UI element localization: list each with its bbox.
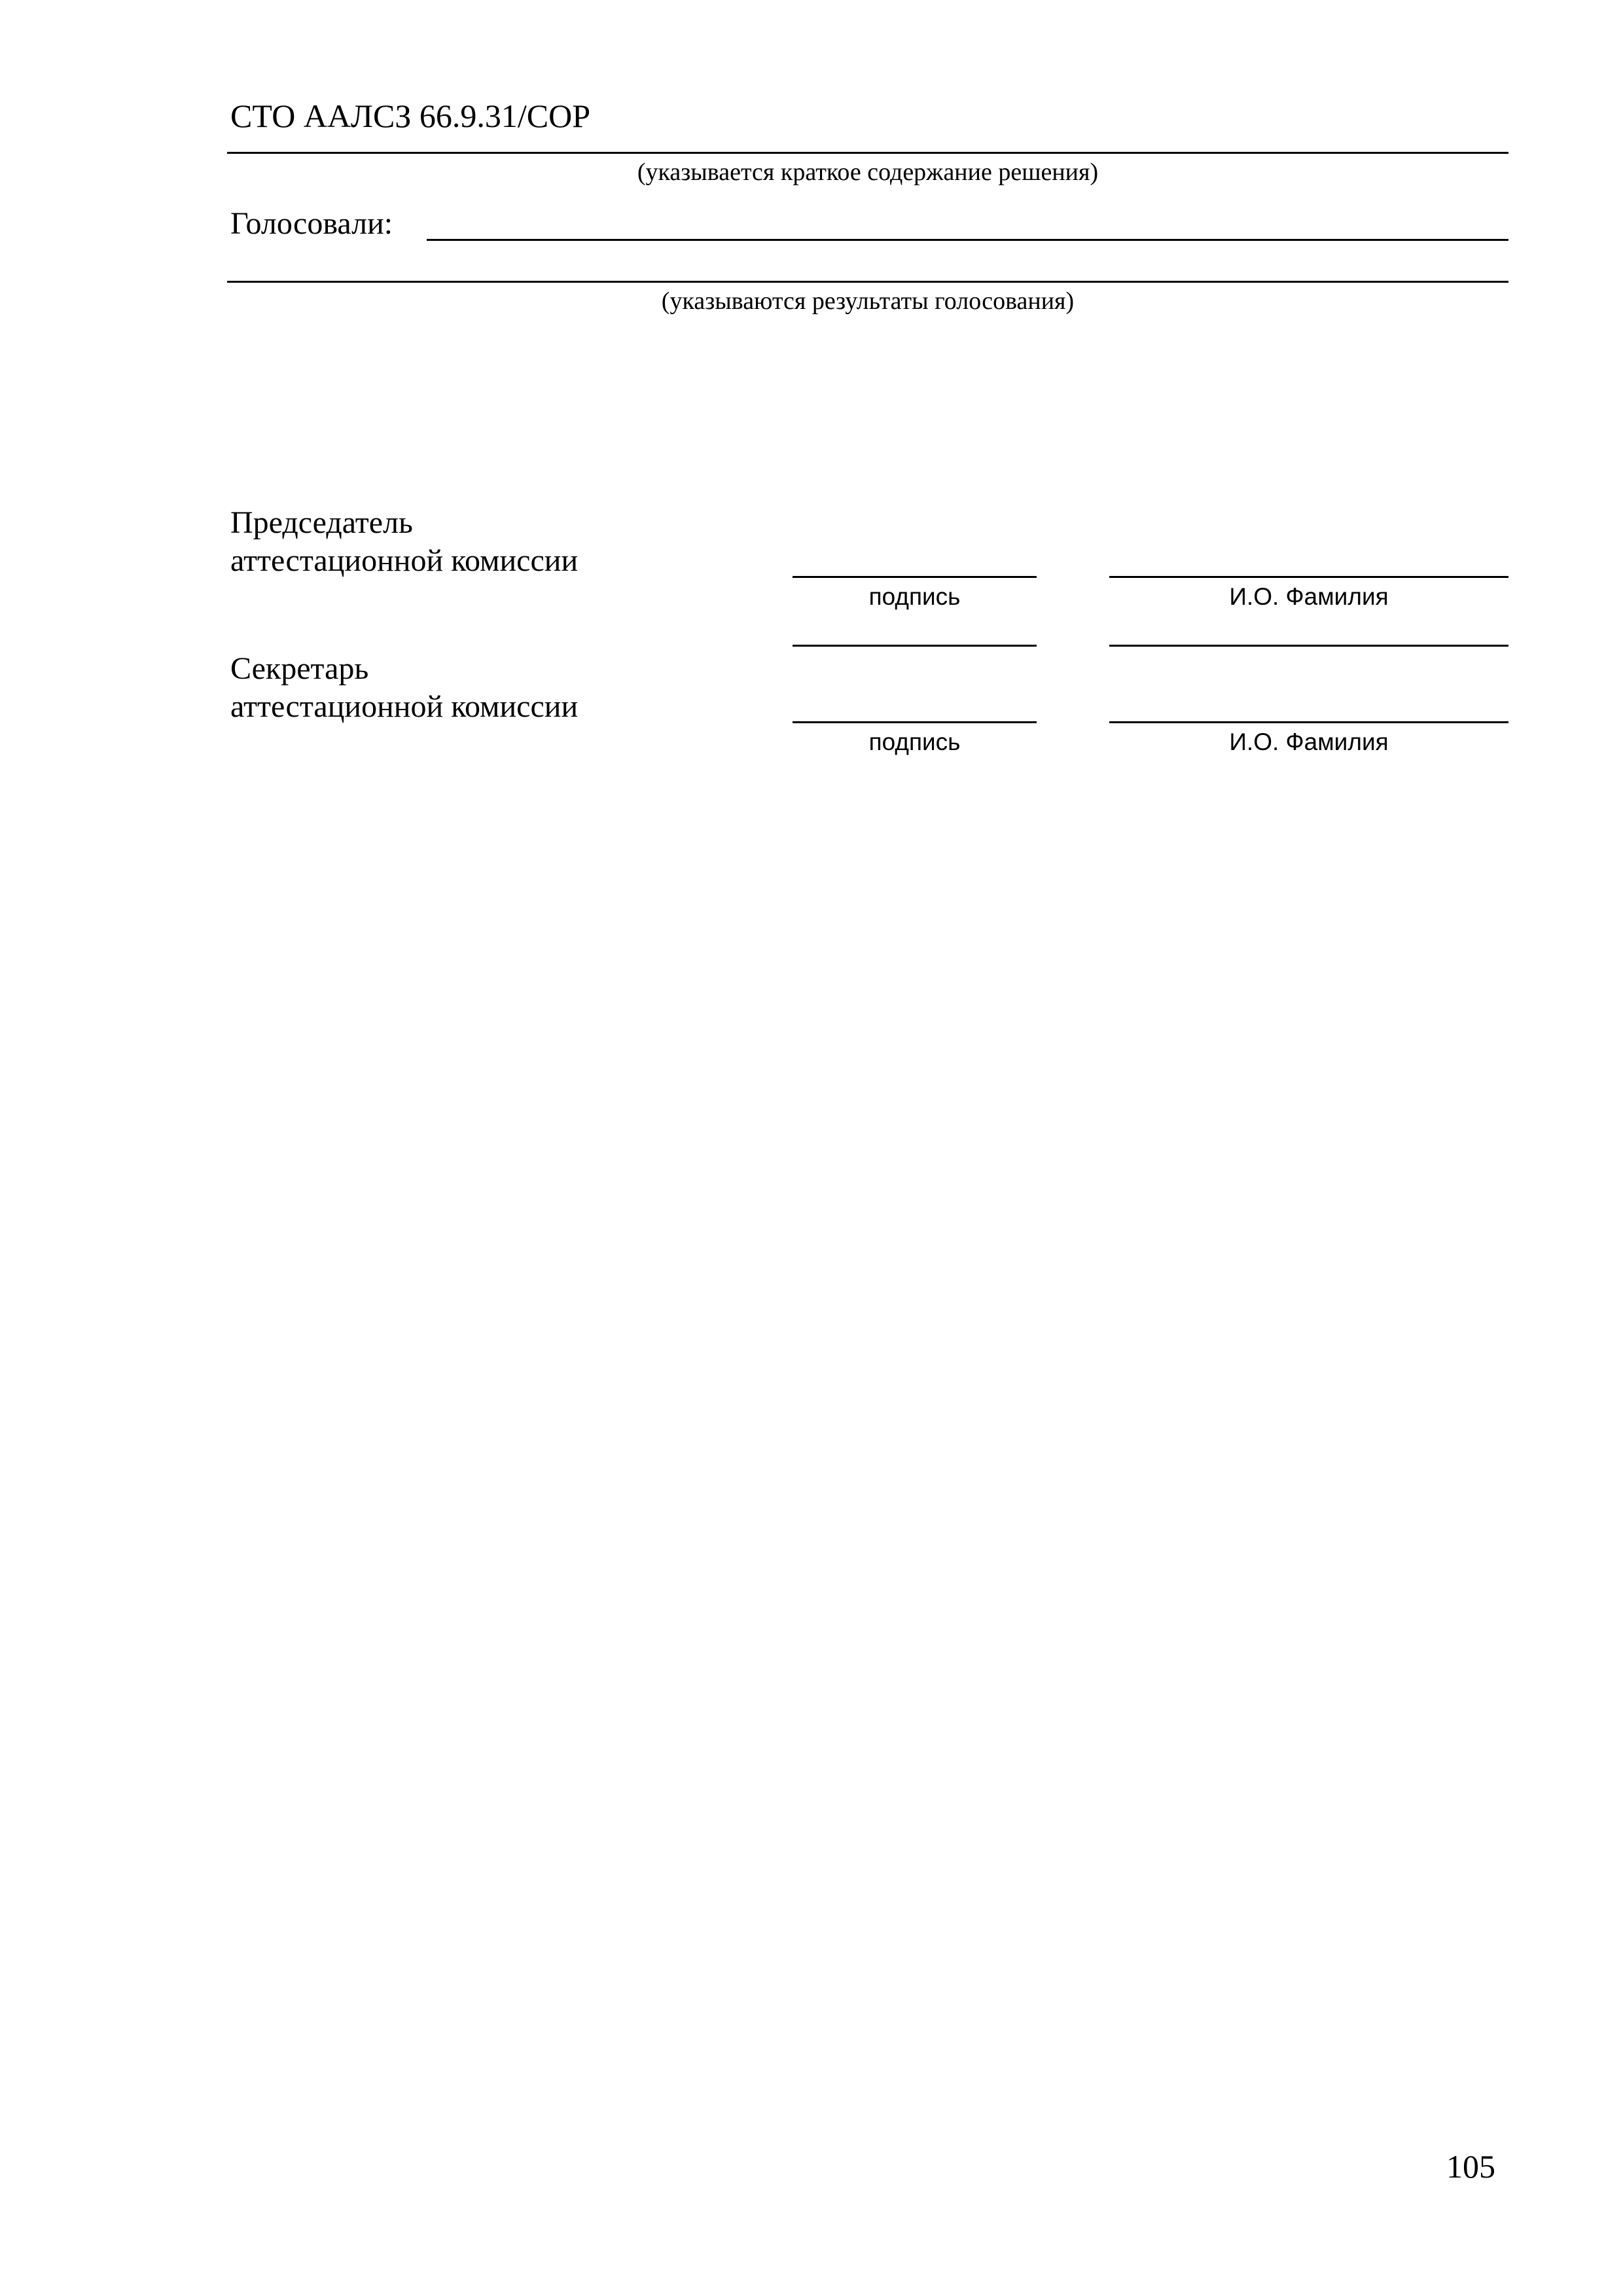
- secretary-signature-line[interactable]: [793, 721, 1037, 723]
- extra-signature-line[interactable]: [793, 645, 1037, 647]
- chairman-title-line1: Председатель: [230, 505, 413, 540]
- secretary-title-line1: Секретарь: [230, 651, 369, 686]
- secretary-name-line[interactable]: [1109, 721, 1508, 723]
- decision-field-line: [227, 152, 1508, 154]
- chairman-signature-caption: подпись: [868, 583, 961, 610]
- decision-caption: (указывается краткое содержание решения): [637, 158, 1099, 186]
- chairman-name-line[interactable]: [1109, 576, 1508, 578]
- chairman-signature-line[interactable]: [793, 576, 1037, 578]
- chairman-title-line2: аттестационной комиссии: [230, 543, 579, 578]
- voting-field-line[interactable]: [427, 239, 1508, 241]
- secretary-name-caption: И.О. Фамилия: [1229, 728, 1389, 755]
- voting-label: Голосовали:: [230, 206, 393, 241]
- page-number: 105: [1446, 2148, 1495, 2185]
- secretary-title-line2: аттестационной комиссии: [230, 689, 579, 724]
- document-code: СТО ААЛСЗ 66.9.31/СОР: [230, 98, 591, 134]
- voting-caption: (указываются результаты голосования): [661, 287, 1075, 315]
- extra-name-line[interactable]: [1109, 645, 1508, 647]
- voting-results-line[interactable]: [227, 281, 1508, 283]
- secretary-signature-caption: подпись: [868, 728, 961, 755]
- chairman-name-caption: И.О. Фамилия: [1229, 583, 1389, 610]
